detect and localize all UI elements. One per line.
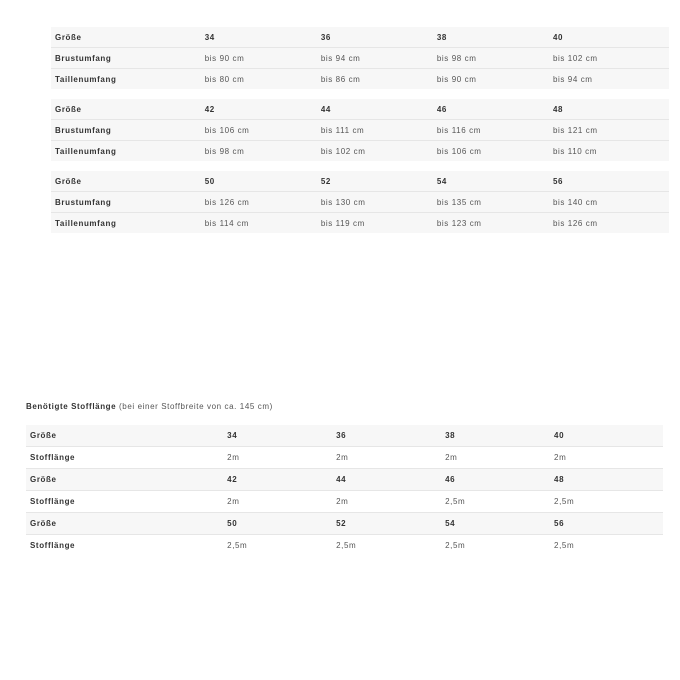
size-value: 50 <box>204 176 215 186</box>
fabric-caption <box>26 402 273 411</box>
row-label: Taillenumfang <box>55 146 117 156</box>
fabric-length-row <box>26 535 663 556</box>
size-value: 40 <box>554 431 565 440</box>
bust-value: bis 140 cm <box>552 197 598 207</box>
waist-value: bis 102 cm <box>320 146 366 156</box>
waist-value: bis 123 cm <box>436 218 482 228</box>
length-value: 2m <box>227 497 240 506</box>
bust-value: bis 111 cm <box>320 125 365 135</box>
waist-value: bis 110 cm <box>552 146 598 156</box>
waist-row <box>51 141 669 161</box>
bust-row <box>51 120 669 141</box>
size-value: 36 <box>336 431 347 440</box>
row-label: Brustumfang <box>55 125 112 135</box>
size-block <box>51 171 669 233</box>
size-block <box>51 27 669 89</box>
size-value: 56 <box>554 519 565 528</box>
size-value: 50 <box>227 519 238 528</box>
size-value: 42 <box>204 104 215 114</box>
length-value: 2m <box>445 453 458 462</box>
size-value: 46 <box>445 475 456 484</box>
row-label: Brustumfang <box>55 197 112 207</box>
fabric-size-row <box>26 513 663 535</box>
row-label: Größe <box>30 475 57 484</box>
row-label: Brustumfang <box>55 53 112 63</box>
bust-value: bis 106 cm <box>204 125 250 135</box>
fabric-size-row <box>26 425 663 447</box>
waist-value: bis 86 cm <box>320 74 361 84</box>
size-row <box>51 171 669 192</box>
waist-value: bis 114 cm <box>204 218 249 228</box>
waist-value: bis 90 cm <box>436 74 477 84</box>
length-value: 2,5m <box>336 541 357 550</box>
length-value: 2,5m <box>227 541 248 550</box>
waist-value: bis 94 cm <box>552 74 593 84</box>
fabric-table <box>26 425 663 556</box>
length-value: 2,5m <box>554 497 575 506</box>
size-value: 48 <box>552 104 564 114</box>
length-value: 2m <box>336 453 349 462</box>
fabric-size-row <box>26 469 663 491</box>
size-block <box>51 99 669 161</box>
size-value: 34 <box>204 32 215 42</box>
bust-value: bis 94 cm <box>320 53 361 63</box>
row-label: Größe <box>55 104 82 114</box>
row-label: Größe <box>55 32 82 42</box>
bust-row <box>51 48 669 69</box>
bust-value: bis 135 cm <box>436 197 482 207</box>
size-value: 36 <box>320 32 331 42</box>
size-value: 40 <box>552 32 564 42</box>
bust-value: bis 90 cm <box>204 53 245 63</box>
size-value: 54 <box>436 176 447 186</box>
size-value: 44 <box>320 104 331 114</box>
size-value: 42 <box>227 475 238 484</box>
size-value: 44 <box>336 475 347 484</box>
row-label: Taillenumfang <box>55 218 117 228</box>
row-label: Stofflänge <box>30 541 76 550</box>
size-table <box>51 27 669 243</box>
bust-value: bis 102 cm <box>552 53 598 63</box>
size-value: 34 <box>227 431 238 440</box>
bust-value: bis 116 cm <box>436 125 481 135</box>
size-row <box>51 99 669 120</box>
bust-row <box>51 192 669 213</box>
bust-value: bis 126 cm <box>204 197 250 207</box>
row-label: Stofflänge <box>30 497 76 506</box>
row-label: Stofflänge <box>30 453 76 462</box>
fabric-caption-title: Benötigte Stofflänge <box>26 402 117 411</box>
length-value: 2,5m <box>554 541 575 550</box>
size-row <box>51 27 669 48</box>
waist-value: bis 119 cm <box>320 218 365 228</box>
size-value: 46 <box>436 104 447 114</box>
size-value: 38 <box>445 431 456 440</box>
length-value: 2,5m <box>445 541 466 550</box>
row-label: Taillenumfang <box>55 74 117 84</box>
size-value: 52 <box>320 176 331 186</box>
waist-row <box>51 213 669 233</box>
fabric-length-row <box>26 491 663 513</box>
waist-value: bis 80 cm <box>204 74 245 84</box>
waist-value: bis 106 cm <box>436 146 482 156</box>
length-value: 2,5m <box>445 497 466 506</box>
row-label: Größe <box>55 176 82 186</box>
length-value: 2m <box>227 453 240 462</box>
size-value: 52 <box>336 519 347 528</box>
length-value: 2m <box>554 453 567 462</box>
waist-value: bis 126 cm <box>552 218 598 228</box>
size-value: 48 <box>554 475 565 484</box>
waist-row <box>51 69 669 89</box>
bust-value: bis 121 cm <box>552 125 598 135</box>
bust-value: bis 98 cm <box>436 53 477 63</box>
bust-value: bis 130 cm <box>320 197 366 207</box>
fabric-caption-note: (bei einer Stoffbreite von ca. 145 cm) <box>119 402 273 411</box>
size-value: 56 <box>552 176 564 186</box>
fabric-length-row <box>26 447 663 469</box>
size-value: 54 <box>445 519 456 528</box>
row-label: Größe <box>30 431 57 440</box>
waist-value: bis 98 cm <box>204 146 245 156</box>
length-value: 2m <box>336 497 349 506</box>
size-value: 38 <box>436 32 447 42</box>
row-label: Größe <box>30 519 57 528</box>
